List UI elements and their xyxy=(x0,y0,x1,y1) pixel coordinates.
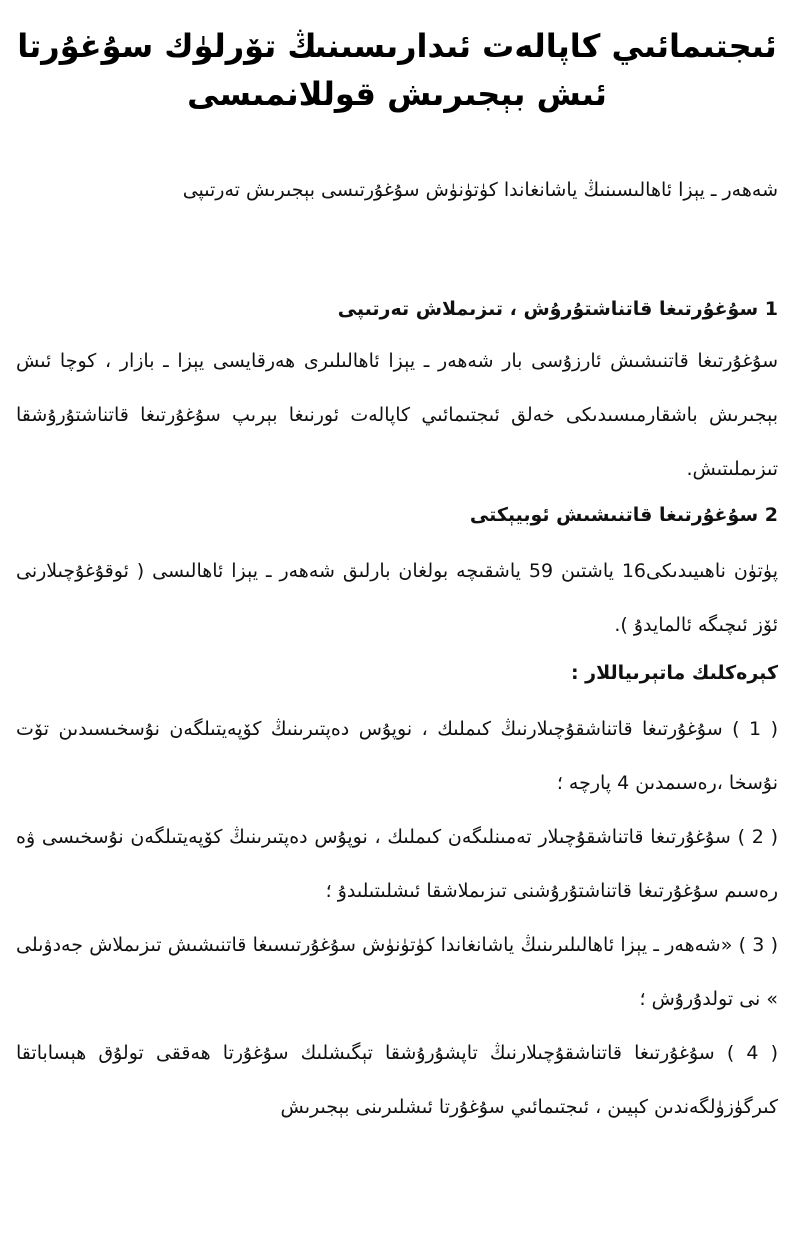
section-1-paragraph: سۇغۇرتىغا قاتنىشىش ئارزۇسى بار شەھەر ـ يېزا ئاھالىلىرى ھەرقايسى يېزا ـ بازار ، كوچا ئىش بېجىرىش باشقارمىسىدىكى خەلق ئىجتىمائىي كاپالەت ئورنىغا بېرىپ سۇغۇرتىغا قاتناشتۇرۇشقا تىزىملىتىش. xyxy=(16,350,778,480)
materials-label: كېرەكلىك ماتېرىياللار : xyxy=(570,662,778,684)
document-title: ئىجتىمائىي كاپالەت ئىدارىسىنىڭ تۆرلۈك سۇغۇرتا ئىش بېجىرىش قوللانمىسى xyxy=(17,27,777,113)
materials-item-2: ( 2 ) سۇغۇرتىغا قاتناشقۇچىلار تەمىنلىگەن كىملىك ، نوپۇس دەپتىرىنىڭ كۆپەيتىلگەن نۇسخىسى ۋە رەسىم سۇغۇرتىغا قاتناشتۇرۇشنى تىزىملاشقا ئىشلىتىلىدۇ ؛ xyxy=(16,826,779,902)
materials-item-3: ( 3 ) «شەھەر ـ يېزا ئاھالىلىرىنىڭ ياشانغاندا كۈتۈنۈش سۇغۇرتىسىغا قاتنىشىش تىزىملاش جەدۋىلى » نى تولدۇرۇش ؛ xyxy=(16,934,779,1010)
materials-item-4: ( 4 ) سۇغۇرتىغا قاتناشقۇچىلارنىڭ تاپشۇرۇشقا تېگىشلىك سۇغۇرتا ھەققى تولۇق ھېساباتقا كىرگۈزۈلگەندىن كېيىن ، ئىجتىمائىي سۇغۇرتا ئىشلىرىنى بېجىرىش xyxy=(16,1042,778,1118)
section-1-heading: 1 سۇغۇرتىغا قاتناشتۇرۇش ، تىزىملاش تەرتىپى xyxy=(337,298,778,320)
section-2-paragraph: پۈتۈن ناھىيىدىكى16 ياشتىن 59 ياشقىچە بولغان بارلىق شەھەر ـ يېزا ئاھالىسى ( ئوقۇغۇچىلارنى ئۆز ئىچىگە ئالمايدۇ ). xyxy=(16,560,778,636)
document-subtitle: شەھەر ـ يېزا ئاھالىسىنىڭ ياشانغاندا كۈتۈنۈش سۇغۇرتىسى بېجىرىش تەرتىپى xyxy=(182,179,778,201)
materials-item-1: ( 1 ) سۇغۇرتىغا قاتناشقۇچىلارنىڭ كىملىك ، نوپۇس دەپتىرىنىڭ كۆپەيتىلگەن نۇسخىسىدىن تۆت نۇسخا ،رەسىمدىن 4 پارچە ؛ xyxy=(16,718,779,794)
section-2-heading: 2 سۇغۇرتىغا قاتنىشىش ئوبيېكتى xyxy=(469,504,778,526)
